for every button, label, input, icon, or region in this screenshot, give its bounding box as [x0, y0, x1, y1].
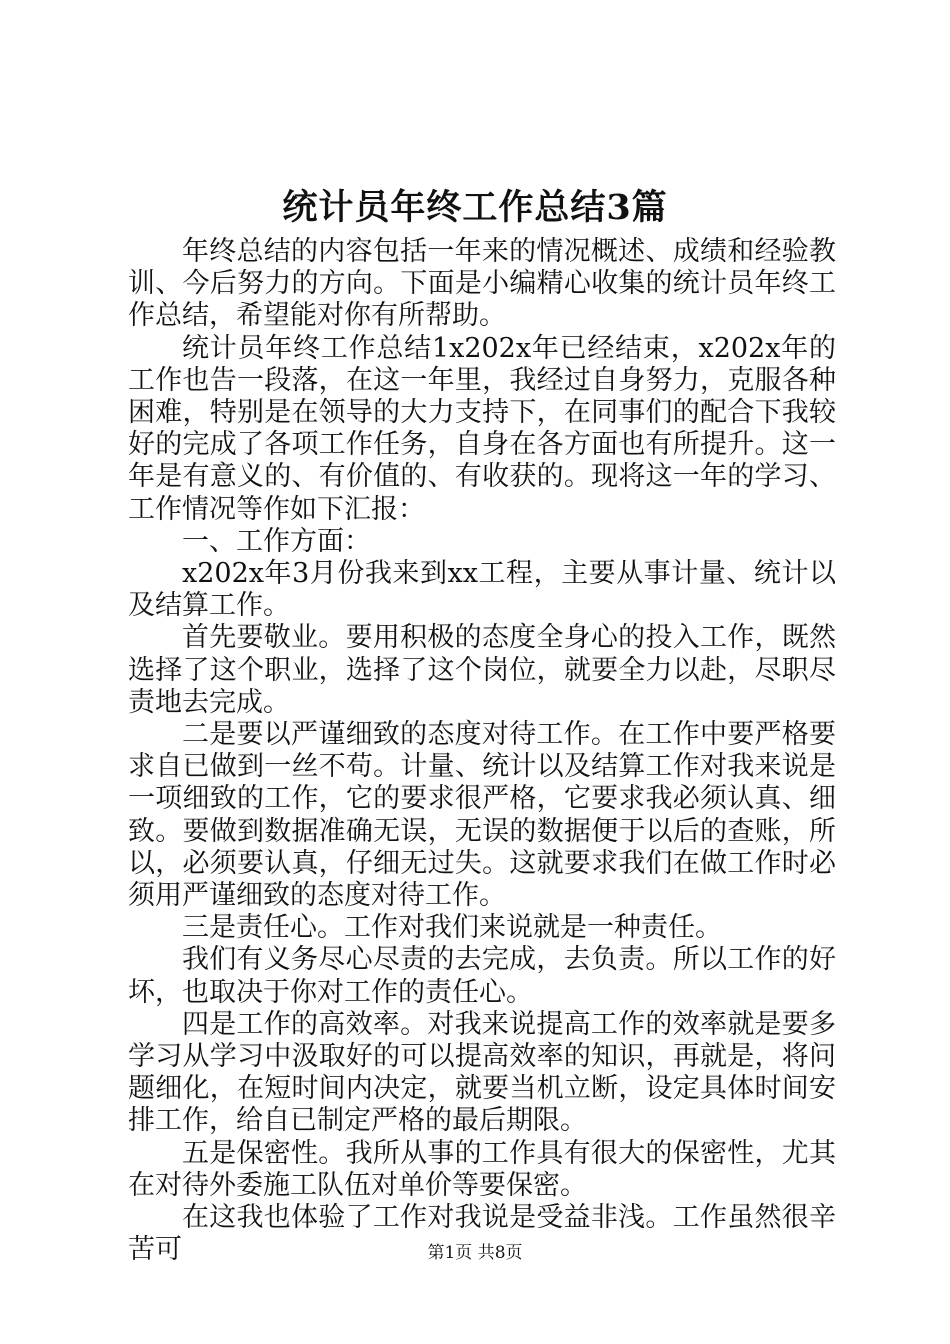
document-body — [128, 236, 836, 1267]
paragraph: 五是保密性。我所从事的工作具有很大的保密性，尤其在对待外委施工队伍对单价等要保密。 — [128, 1137, 836, 1201]
paragraph: 首先要敬业。要用积极的态度全身心的投入工作，既然选择了这个职业，选择了这个岗位，就要全力以赴，尽职尽责地去完成。 — [128, 622, 836, 718]
paragraph: 我们有义务尽心尽责的去完成，去负责。所以工作的好坏，也取决于你对工作的责任心。 — [128, 944, 836, 1008]
paragraph: x202x年3月份我来到xx工程，主要从事计量、统计以及结算工作。 — [128, 558, 836, 622]
paragraph: 四是工作的高效率。对我来说提高工作的效率就是要多学习从学习中汲取好的可以提高效率的知识，再就是，将问题细化，在短时间内决定，就要当机立断，设定具体时间安排工作，给自已制定严格的最后期限。 — [128, 1008, 836, 1137]
paragraph: 年终总结的内容包括一年来的情况概述、成绩和经验教训、今后努力的方向。下面是小编精心收集的统计员年终工作总结，希望能对你有所帮助。 — [128, 236, 836, 332]
paragraph: 统计员年终工作总结1x202x年已经结束，x202x年的工作也告一段落，在这一年里，我经过自身努力，克服各种困难，特别是在领导的大力支持下，在同事们的配合下我较好的完成了各项工作任务，自身在各方面也有所提升。这一年是有意义的、有价值的、有收获的。现将这一年的学习、工作情况等作如下汇报： — [128, 332, 836, 525]
paragraph: 一、工作方面： — [182, 525, 371, 557]
document-title: 统计员年终工作总结3篇 — [282, 187, 668, 228]
page-number-footer: 第1页 共8页 — [427, 1243, 523, 1263]
paragraph: 三是责任心。工作对我们来说就是一种责任。 — [182, 912, 722, 944]
paragraph: 二是要以严谨细致的态度对待工作。在工作中要严格要求自已做到一丝不苟。计量、统计以及结算工作对我来说是一项细致的工作，它的要求很严格，它要求我必须认真、细致。要做到数据准确无误，无误的数据便于以后的查账，所以，必须要认真，仔细无过失。这就要求我们在做工作时必须用严谨细致的态度对待工作。 — [128, 719, 836, 912]
paragraph: 在这我也体验了工作对我说是受益非浅。工作虽然很辛苦可 — [128, 1202, 836, 1266]
